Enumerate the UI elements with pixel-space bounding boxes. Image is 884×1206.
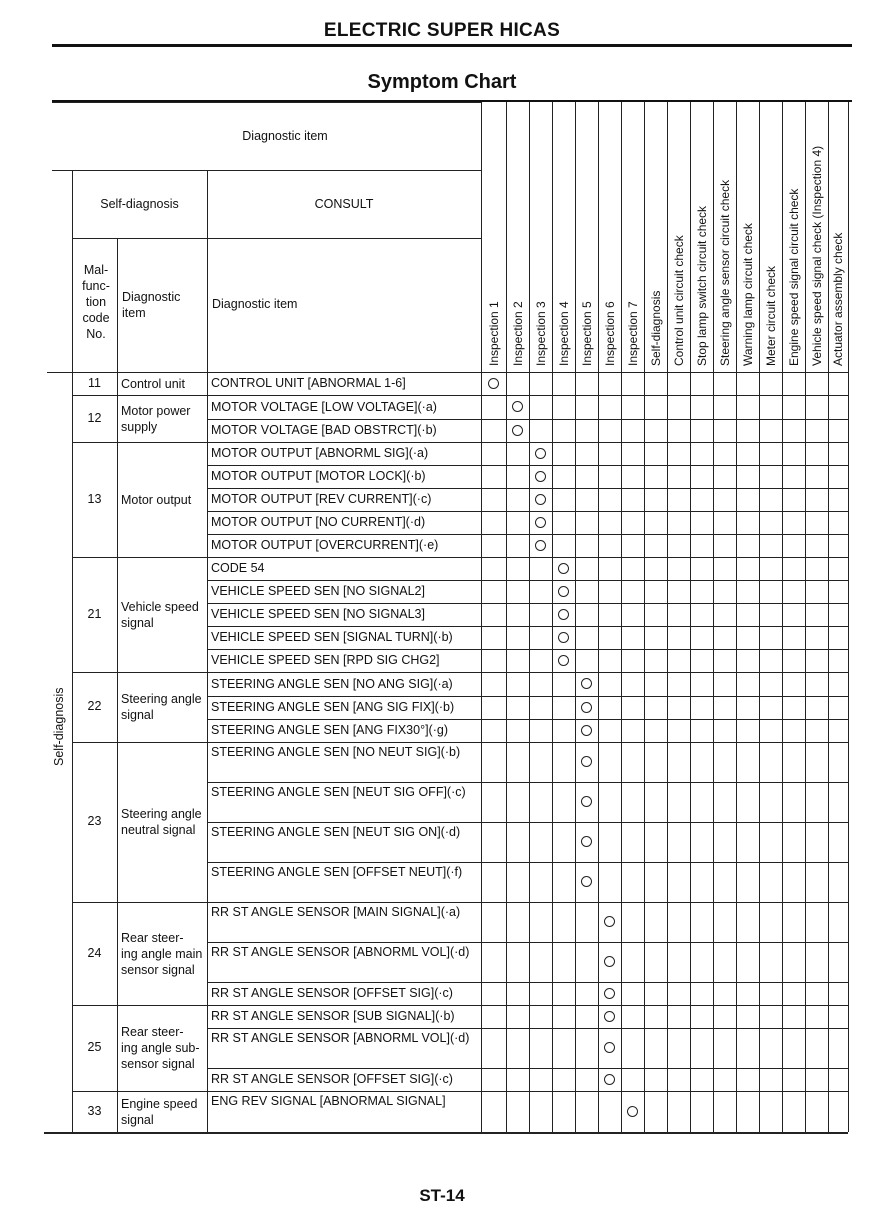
diagnostic-item: Rear steer- ing angle main sensor signal (121, 930, 203, 977)
malfunction-code: 11 (88, 375, 101, 390)
col-line-16 (848, 102, 849, 1132)
row-line-6 (207, 511, 848, 512)
check-mark (604, 1011, 615, 1022)
consult-item: STEERING ANGLE SEN [NEUT SIG OFF](·c) (211, 785, 466, 799)
row-line-10 (207, 603, 848, 604)
diagnostic-item: Steering angle neutral signal (121, 807, 202, 837)
malfunction-code: 25 (87, 1040, 102, 1054)
consult-item: RR ST ANGLE SENSOR [ABNORML VOL](·d) (211, 1031, 470, 1045)
col-line-10 (713, 102, 714, 1132)
check-mark (604, 1074, 615, 1085)
consult-item: STEERING ANGLE SEN [ANG FIX30°](·g) (211, 723, 448, 737)
consult-item: CONTROL UNIT [ABNORMAL 1-6] (211, 376, 406, 390)
row-line-25 (207, 1068, 848, 1069)
consult-item: RR ST ANGLE SENSOR [ABNORML VOL](·d) (211, 945, 470, 959)
row-line-2 (207, 419, 848, 420)
col-line-8 (667, 102, 668, 1132)
column-header-15: Vehicle speed signal check (Inspection 4) (809, 145, 824, 366)
consult-item: STEERING ANGLE SEN [NEUT SIG ON](·d) (211, 825, 461, 839)
consult-item: MOTOR OUTPUT [ABNORML SIG](·a) (211, 446, 429, 460)
check-mark (581, 702, 592, 713)
row-line-16 (72, 742, 848, 743)
column-header-12: Warning lamp circuit check (740, 223, 755, 366)
check-mark (488, 378, 499, 389)
header-top-line (52, 102, 481, 103)
consult-item: STEERING ANGLE SEN [NO ANG SIG](·a) (211, 676, 453, 691)
column-header-6: Inspection 6 (602, 301, 617, 366)
malfunction-code: 12 (87, 410, 102, 425)
column-header-11: Steering angle sensor circuit check (717, 179, 732, 366)
check-mark (558, 655, 569, 666)
header-diagnostic-item-col: Diagnostic item (122, 290, 181, 320)
column-header-14: Engine speed signal circuit check (786, 188, 801, 366)
consult-item: ENG REV SIGNAL [ABNORMAL SIGNAL] (211, 1094, 446, 1108)
diagnostic-item: Motor output (121, 492, 192, 507)
consult-item: VEHICLE SPEED SEN [NO SIGNAL3] (211, 607, 425, 621)
column-header-3: Inspection 3 (533, 301, 548, 366)
header-self-diagnosis: Self-diagnosis (100, 197, 179, 211)
consult-item: VEHICLE SPEED SEN [NO SIGNAL2] (211, 584, 425, 598)
consult-item: STEERING ANGLE SEN [NO NEUT SIG](·b) (211, 745, 461, 759)
row-line-12 (207, 649, 848, 650)
row-line-26 (72, 1091, 848, 1092)
row-line-4 (207, 465, 848, 466)
row-line-15 (207, 719, 848, 720)
header-malfunction-code: Mal- func- tion code No. (82, 263, 110, 341)
side-label-self-diagnosis: Self-diagnosis (52, 687, 66, 766)
check-mark (604, 1042, 615, 1053)
header-bottom-line (47, 372, 848, 373)
diagnostic-item: Rear steer- ing angle sub-sensor signal (121, 1025, 200, 1071)
consult-item: STEERING ANGLE SEN [ANG SIG FIX](·b) (211, 700, 455, 714)
col-line-13 (782, 102, 783, 1132)
consult-item: VEHICLE SPEED SEN [SIGNAL TURN](·b) (211, 630, 453, 644)
header-consult-line (52, 170, 481, 171)
check-mark (512, 425, 523, 436)
col-line-code (72, 170, 73, 1132)
col-line-6 (621, 102, 622, 1132)
check-mark (535, 448, 546, 459)
col-line-text (207, 170, 208, 1132)
consult-item: MOTOR VOLTAGE [BAD OBSTRCT](·b) (211, 423, 437, 437)
row-line-21 (207, 942, 848, 943)
check-mark (581, 796, 592, 807)
column-header-10: Stop lamp switch circuit check (694, 205, 709, 366)
check-mark (535, 494, 546, 505)
consult-item: MOTOR OUTPUT [REV CURRENT](·c) (211, 492, 432, 506)
col-line-1 (506, 102, 507, 1132)
chart-title: Symptom Chart (367, 71, 517, 93)
col-line-15 (828, 102, 829, 1132)
row-line-13 (72, 672, 848, 673)
row-line-8 (72, 557, 848, 558)
row-line-19 (207, 862, 848, 863)
row-line-18 (207, 822, 848, 823)
row-line-11 (207, 626, 848, 627)
consult-item: MOTOR OUTPUT [NO CURRENT](·d) (211, 515, 426, 529)
header-consult-item-col: Diagnostic item (212, 297, 298, 311)
check-mark (581, 836, 592, 847)
check-mark (581, 876, 592, 887)
header-diagnostic-item: Diagnostic item (242, 129, 328, 143)
row-line-9 (207, 580, 848, 581)
column-header-1: Inspection 1 (486, 301, 501, 366)
table-bottom-rule (44, 1132, 848, 1134)
col-line-9 (690, 102, 691, 1132)
consult-item: RR ST ANGLE SENSOR [MAIN SIGNAL](·a) (211, 905, 461, 919)
col-line-7 (644, 102, 645, 1132)
row-line-7 (207, 534, 848, 535)
consult-item: MOTOR VOLTAGE [LOW VOLTAGE](·a) (211, 399, 437, 414)
column-header-9: Control unit circuit check (671, 235, 686, 366)
row-line-24 (207, 1028, 848, 1029)
row-line-22 (207, 982, 848, 983)
col-line-5 (598, 102, 599, 1132)
column-header-16: Actuator assembly check (831, 232, 845, 366)
malfunction-code: 22 (87, 699, 102, 713)
column-header-13: Meter circuit check (763, 265, 778, 366)
diagnostic-item: Control unit (121, 376, 185, 391)
diagnostic-item: Motor power supply (121, 403, 191, 434)
check-mark (558, 632, 569, 643)
page-title: ELECTRIC SUPER HICAS (323, 20, 561, 41)
header-consult: CONSULT (314, 197, 374, 211)
consult-item: RR ST ANGLE SENSOR [SUB SIGNAL](·b) (211, 1009, 455, 1023)
check-mark (581, 725, 592, 736)
column-header-4: Inspection 4 (556, 301, 571, 366)
row-line-20 (72, 902, 848, 903)
consult-item: STEERING ANGLE SEN [OFFSET NEUT](·f) (211, 865, 463, 879)
column-header-5: Inspection 5 (579, 301, 594, 366)
diagnostic-item: Steering angle signal (121, 692, 202, 722)
col-line-14 (805, 102, 806, 1132)
column-header-7: Inspection 7 (625, 301, 640, 366)
malfunction-code: 21 (87, 606, 102, 621)
col-line-item (117, 238, 118, 1132)
row-line-1 (72, 395, 848, 396)
check-mark (558, 586, 569, 597)
check-mark (604, 988, 615, 999)
row-line-17 (207, 782, 848, 783)
consult-item: RR ST ANGLE SENSOR [OFFSET SIG](·c) (211, 1072, 453, 1086)
malfunction-code: 13 (87, 491, 102, 506)
column-header-2: Inspection 2 (510, 301, 525, 366)
check-mark (535, 540, 546, 551)
check-mark (535, 471, 546, 482)
header-mal-line (72, 238, 481, 239)
check-mark (558, 563, 569, 574)
check-mark (604, 956, 615, 967)
check-mark (581, 756, 592, 767)
malfunction-code: 23 (87, 814, 102, 828)
consult-item: RR ST ANGLE SENSOR [OFFSET SIG](·c) (211, 986, 453, 1000)
col-line-12 (759, 102, 760, 1132)
col-line-2 (529, 102, 530, 1132)
page-number: ST-14 (419, 1186, 465, 1205)
consult-item: VEHICLE SPEED SEN [RPD SIG CHG2] (211, 653, 440, 667)
consult-item: MOTOR OUTPUT [MOTOR LOCK](·b) (211, 469, 426, 483)
check-mark (604, 916, 615, 927)
col-line-0 (481, 102, 482, 1132)
row-line-23 (72, 1005, 848, 1006)
check-mark (535, 517, 546, 528)
row-line-3 (72, 442, 848, 443)
row-line-5 (207, 488, 848, 489)
consult-item: CODE 54 (211, 561, 265, 575)
row-line-14 (207, 696, 848, 697)
col-line-4 (575, 102, 576, 1132)
check-mark (558, 609, 569, 620)
diagnostic-item: Engine speed signal (121, 1096, 198, 1127)
diagnostic-item: Vehicle speed signal (121, 599, 199, 630)
check-mark (581, 678, 592, 689)
check-mark (512, 401, 523, 412)
malfunction-code: 24 (87, 945, 102, 960)
col-line-11 (736, 102, 737, 1132)
col-line-3 (552, 102, 553, 1132)
column-header-8: Self-diagnosis (648, 290, 663, 366)
check-mark (627, 1106, 638, 1117)
malfunction-code: 33 (87, 1103, 102, 1118)
consult-item: MOTOR OUTPUT [OVERCURRENT](·e) (211, 538, 439, 552)
